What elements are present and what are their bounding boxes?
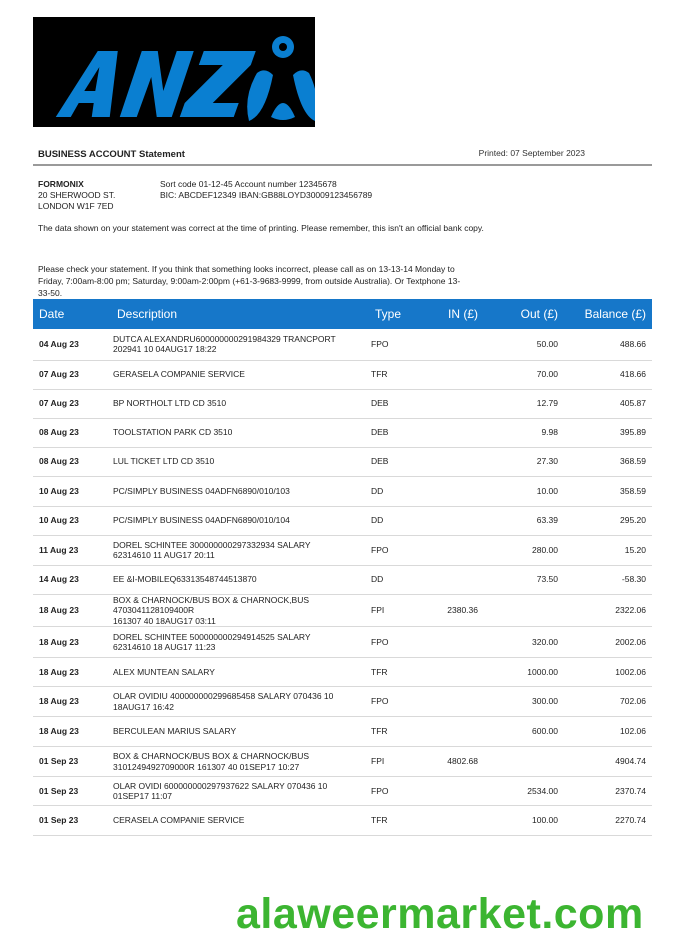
cell-in xyxy=(429,717,484,747)
cell-type: DEB xyxy=(369,447,429,476)
description-line-2: 01SEP17 11:07 xyxy=(113,791,172,801)
cell-date: 01 Sep 23 xyxy=(33,806,111,836)
description-line-1: BP NORTHOLT LTD CD 3510 xyxy=(113,398,227,409)
address-line-1: 20 SHERWOOD ST. xyxy=(38,190,116,200)
cell-description xyxy=(111,777,369,806)
cell-out: 280.00 xyxy=(484,535,564,565)
cell-type: DD xyxy=(369,476,429,506)
watermark: alaweermarket.com xyxy=(236,890,644,938)
cell-in xyxy=(429,476,484,506)
cell-balance: 368.59 xyxy=(564,447,652,476)
cell-date: 01 Sep 23 xyxy=(33,747,111,777)
cell-out: 63.39 xyxy=(484,506,564,535)
cell-out: 600.00 xyxy=(484,717,564,747)
cell-in xyxy=(429,535,484,565)
cell-balance: 2002.06 xyxy=(564,627,652,658)
description-line-1: DOREL SCHINTEE 500000000294914525 SALARY xyxy=(113,631,311,642)
cell-balance: 405.87 xyxy=(564,389,652,418)
cell-in xyxy=(429,447,484,476)
cell-out: 320.00 xyxy=(484,627,564,658)
description-line-1: CERASELA COMPANIE SERVICE xyxy=(113,815,245,826)
cell-out xyxy=(484,747,564,777)
cell-in xyxy=(429,565,484,594)
cell-balance: 702.06 xyxy=(564,687,652,717)
cell-type: FPI xyxy=(369,747,429,777)
col-date: Date xyxy=(33,299,111,329)
cell-out: 50.00 xyxy=(484,329,564,360)
anz-logo xyxy=(33,17,315,127)
cell-date: 18 Aug 23 xyxy=(33,627,111,658)
cell-type: TFR xyxy=(369,806,429,836)
table-row xyxy=(33,594,652,627)
description-line-1: DOREL SCHINTEE 300000000297332934 SALARY xyxy=(113,539,311,550)
cell-type: FPO xyxy=(369,687,429,717)
cell-in: 2380.36 xyxy=(429,594,484,627)
printed-date: Printed: 07 September 2023 xyxy=(478,148,585,158)
cell-description xyxy=(111,360,369,389)
description-line-2: 62314610 11 AUG17 20:11 xyxy=(113,550,215,560)
table-row xyxy=(33,418,652,447)
table-row xyxy=(33,447,652,476)
account-details xyxy=(160,179,372,201)
cell-type: TFR xyxy=(369,360,429,389)
description-line-2: 3101249492709000R 161307 40 01SEP17 10:27 xyxy=(113,761,300,772)
cell-description xyxy=(111,506,369,535)
col-type: Type xyxy=(369,299,429,329)
cell-in xyxy=(429,506,484,535)
cell-type: TFR xyxy=(369,717,429,747)
cell-description xyxy=(111,329,369,360)
table-row xyxy=(33,806,652,836)
cell-balance: -58.30 xyxy=(564,565,652,594)
description-line-2: 161307 40 18AUG17 03:11 xyxy=(113,615,216,626)
col-description: Description xyxy=(111,299,369,329)
table-row xyxy=(33,535,652,565)
cell-out: 2534.00 xyxy=(484,777,564,806)
cell-date: 07 Aug 23 xyxy=(33,389,111,418)
cell-description xyxy=(111,594,369,627)
cell-balance: 1002.06 xyxy=(564,658,652,687)
description-line-1: PC/SIMPLY BUSINESS 04ADFN6890/010/103 xyxy=(113,485,290,496)
cell-in xyxy=(429,418,484,447)
cell-date: 14 Aug 23 xyxy=(33,565,111,594)
cell-balance: 488.66 xyxy=(564,329,652,360)
cell-date: 18 Aug 23 xyxy=(33,717,111,747)
cell-in xyxy=(429,627,484,658)
cell-balance: 2322.06 xyxy=(564,594,652,627)
cell-in xyxy=(429,658,484,687)
cell-date: 11 Aug 23 xyxy=(33,535,111,565)
description-line-1: LUL TICKET LTD CD 3510 xyxy=(113,456,215,467)
transactions-table xyxy=(33,299,652,836)
table-row xyxy=(33,329,652,360)
anz-logo-graphic xyxy=(33,17,315,127)
contact-note: Please check your statement. If you think that something looks incorrect, please call as on 13-13-14 Monday to Friday, 7:00am-8:00 pm; Saturday, 9:00am-2:00pm (+61-3-9683-9999, from outside Australia). Or Textphone 13-33-50. xyxy=(38,264,461,298)
cell-balance: 418.66 xyxy=(564,360,652,389)
cell-description xyxy=(111,717,369,747)
cell-description xyxy=(111,447,369,476)
table-row xyxy=(33,717,652,747)
cell-type: FPI xyxy=(369,594,429,627)
cell-out: 73.50 xyxy=(484,565,564,594)
description-line-2: 62314610 18 AUG17 11:23 xyxy=(113,642,216,652)
cell-in xyxy=(429,687,484,717)
cell-date: 01 Sep 23 xyxy=(33,777,111,806)
cell-balance: 102.06 xyxy=(564,717,652,747)
bic-iban: BIC: ABCDEF12349 IBAN:GB88LOYD30009123456789 xyxy=(160,190,373,200)
cell-date: 10 Aug 23 xyxy=(33,476,111,506)
statement-title: BUSINESS ACCOUNT Statement xyxy=(38,149,185,160)
header-divider xyxy=(33,164,652,166)
description-line-1: BERCULEAN MARIUS SALARY xyxy=(113,726,237,737)
table-row xyxy=(33,777,652,806)
table-row xyxy=(33,627,652,658)
cell-in xyxy=(429,777,484,806)
description-line-2: 202941 10 04AUG17 18:22 xyxy=(113,344,217,355)
cell-in xyxy=(429,329,484,360)
cell-date: 10 Aug 23 xyxy=(33,506,111,535)
cell-out: 27.30 xyxy=(484,447,564,476)
cell-type: DD xyxy=(369,565,429,594)
cell-description xyxy=(111,389,369,418)
table-row xyxy=(33,389,652,418)
cell-description xyxy=(111,418,369,447)
cell-balance: 4904.74 xyxy=(564,747,652,777)
cell-date: 04 Aug 23 xyxy=(33,329,111,360)
cell-type: DEB xyxy=(369,389,429,418)
cell-out xyxy=(484,594,564,627)
col-balance: Balance (£) xyxy=(564,299,652,329)
cell-type: TFR xyxy=(369,658,429,687)
table-row xyxy=(33,476,652,506)
cell-type: DD xyxy=(369,506,429,535)
description-line-1: GERASELA COMPANIE SERVICE xyxy=(113,369,245,380)
cell-out: 300.00 xyxy=(484,687,564,717)
cell-balance: 358.59 xyxy=(564,476,652,506)
cell-date: 08 Aug 23 xyxy=(33,418,111,447)
cell-type: DEB xyxy=(369,418,429,447)
cell-out: 12.79 xyxy=(484,389,564,418)
table-row xyxy=(33,687,652,717)
cell-description xyxy=(111,565,369,594)
table-row xyxy=(33,565,652,594)
cell-date: 18 Aug 23 xyxy=(33,687,111,717)
cell-out: 1000.00 xyxy=(484,658,564,687)
customer-name: FORMONIX xyxy=(38,179,84,189)
cell-description xyxy=(111,535,369,565)
table-header-row xyxy=(33,299,652,329)
description-line-1: BOX & CHARNOCK/BUS BOX & CHARNOCK,BUS 4703041128109400R xyxy=(113,594,310,615)
col-in: IN (£) xyxy=(429,299,484,329)
table-row xyxy=(33,658,652,687)
sort-code-account-number: Sort code 01-12-45 Account number 12345678 xyxy=(160,179,337,189)
customer-address xyxy=(38,179,115,212)
cell-in xyxy=(429,360,484,389)
description-line-1: EE &I-MOBILEQ63313548744513870 xyxy=(113,574,257,585)
cell-type: FPO xyxy=(369,535,429,565)
cell-type: FPO xyxy=(369,627,429,658)
cell-description xyxy=(111,476,369,506)
cell-description xyxy=(111,658,369,687)
cell-out: 100.00 xyxy=(484,806,564,836)
col-out: Out (£) xyxy=(484,299,564,329)
cell-balance: 2370.74 xyxy=(564,777,652,806)
cell-description xyxy=(111,806,369,836)
cell-out: 70.00 xyxy=(484,360,564,389)
cell-date: 08 Aug 23 xyxy=(33,447,111,476)
description-line-1: PC/SIMPLY BUSINESS 04ADFN6890/010/104 xyxy=(113,515,290,526)
table-row xyxy=(33,506,652,535)
description-line-2: 18AUG17 16:42 xyxy=(113,701,174,712)
description-line-1: TOOLSTATION PARK CD 3510 xyxy=(113,427,233,438)
cell-out: 9.98 xyxy=(484,418,564,447)
cell-type: FPO xyxy=(369,777,429,806)
description-line-1: OLAR OVIDIU 400000000299685458 SALARY 070436 10 xyxy=(113,691,334,701)
cell-description xyxy=(111,747,369,777)
address-line-2: LONDON W1F 7ED xyxy=(38,201,114,211)
cell-description xyxy=(111,687,369,717)
cell-date: 18 Aug 23 xyxy=(33,658,111,687)
cell-in: 4802.68 xyxy=(429,747,484,777)
description-line-1: ALEX MUNTEAN SALARY xyxy=(113,666,215,677)
accuracy-note: The data shown on your statement was correct at the time of printing. Please remember, this isn't an official bank copy. xyxy=(38,223,484,233)
cell-balance: 15.20 xyxy=(564,535,652,565)
cell-description xyxy=(111,627,369,658)
table-row xyxy=(33,747,652,777)
cell-type: FPO xyxy=(369,329,429,360)
cell-date: 18 Aug 23 xyxy=(33,594,111,627)
table-row xyxy=(33,360,652,389)
cell-out: 10.00 xyxy=(484,476,564,506)
cell-balance: 2270.74 xyxy=(564,806,652,836)
description-line-1: BOX & CHARNOCK/BUS BOX & CHARNOCK/BUS xyxy=(113,751,310,761)
description-line-1: DUTCA ALEXANDRU600000000291984329 TRANCPORT xyxy=(113,333,336,344)
cell-date: 07 Aug 23 xyxy=(33,360,111,389)
description-line-1: OLAR OVIDI 600000000297937622 SALARY 070436 10 xyxy=(113,780,328,791)
cell-balance: 295.20 xyxy=(564,506,652,535)
cell-in xyxy=(429,389,484,418)
cell-balance: 395.89 xyxy=(564,418,652,447)
cell-in xyxy=(429,806,484,836)
